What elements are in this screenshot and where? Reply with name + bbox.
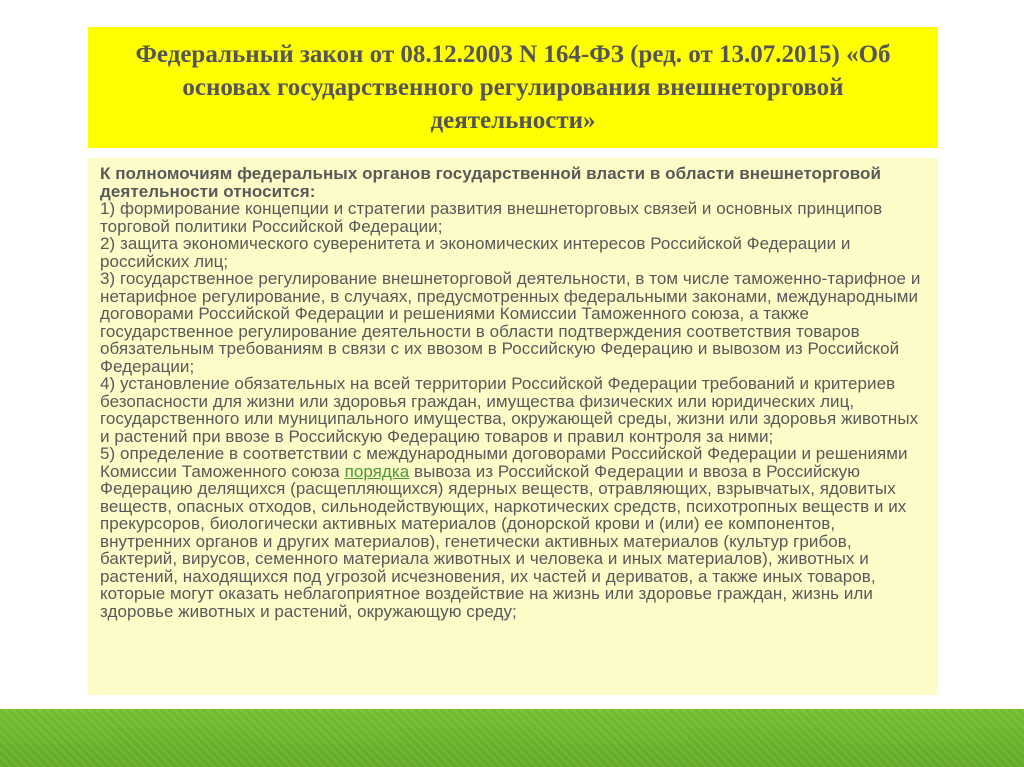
list-item-5 bbox=[100, 445, 930, 620]
content-panel bbox=[88, 158, 938, 695]
list-item-1: 1) формирование концепции и стратегии развития внешнеторговых связей и основных принципов торговой политики Российской Федерации; bbox=[100, 199, 883, 236]
list-item-2: 2) защита экономического суверенитета и экономических интересов Российской Федерации и российских лиц; bbox=[100, 234, 851, 271]
intro-text: К полномочиям федеральных органов государственной власти в области внешнеторговой деятельности относится: bbox=[100, 164, 881, 201]
list-item-4: 4) установление обязательных на всей территории Российской Федерации требований и критериев безопасности для жизни или здоровья граждан, имущества физических или юридических лиц, государственного или муниципального имущества, окружающей среды, жизни или здоровья животных и растений при ввозе в Российскую Федерацию товаров и правил контроля за ними; bbox=[100, 374, 919, 446]
title-banner bbox=[88, 27, 938, 148]
footer-band bbox=[0, 709, 1024, 767]
law-text bbox=[100, 165, 930, 620]
footer-texture bbox=[0, 709, 1024, 767]
order-link[interactable]: порядка bbox=[344, 461, 410, 481]
list-item-5-text-before: 5) определение в соответствии с международными договорами Российской Федерации и решениями Комиссии Таможенного союза bbox=[100, 444, 908, 481]
list-item-3: 3) государственное регулирование внешнеторговой деятельности, в том числе таможенно-тарифное и нетарифное регулирование, в случаях, предусмотренных федеральными законами, международными договорами Российской Федерации и решениями Комиссии Таможенного союза, а также государственное регулирование деятельности в области подтверждения соответствия товаров обязательным требованиям в связи с их ввозом в Российскую Федерацию и вывозом из Российской Федерации; bbox=[100, 269, 921, 376]
list-item-5-text-after: вывоза из Российской Федерации и ввоза в Российскую Федерацию делящихся (расщепляющихся) ядерных веществ, отравляющих, взрывчатых, ядовитых веществ, опасных отходов, сильнодействующих, наркотических средств, психотропных веществ и их прекурсоров, биологически активных материалов (донорской крови и (или) ее компонентов, внутренних органов и других материалов), генетически активных материалов (культур грибов, бактерий, вирусов, семенного материала животных и человека и иных материалов), животных и растений, находящихся под угрозой исчезновения, их частей и дериватов, а также иных товаров, которые могут оказать неблагоприятное воздействие на жизнь или здоровье граждан, жизнь или здоровье животных и растений, окружающую среду; bbox=[100, 461, 907, 621]
slide-title: Федеральный закон от 08.12.2003 N 164-ФЗ (ред. от 13.07.2015) «Об основах государственного регулирования внешнеторговой деятельности» bbox=[135, 41, 891, 134]
